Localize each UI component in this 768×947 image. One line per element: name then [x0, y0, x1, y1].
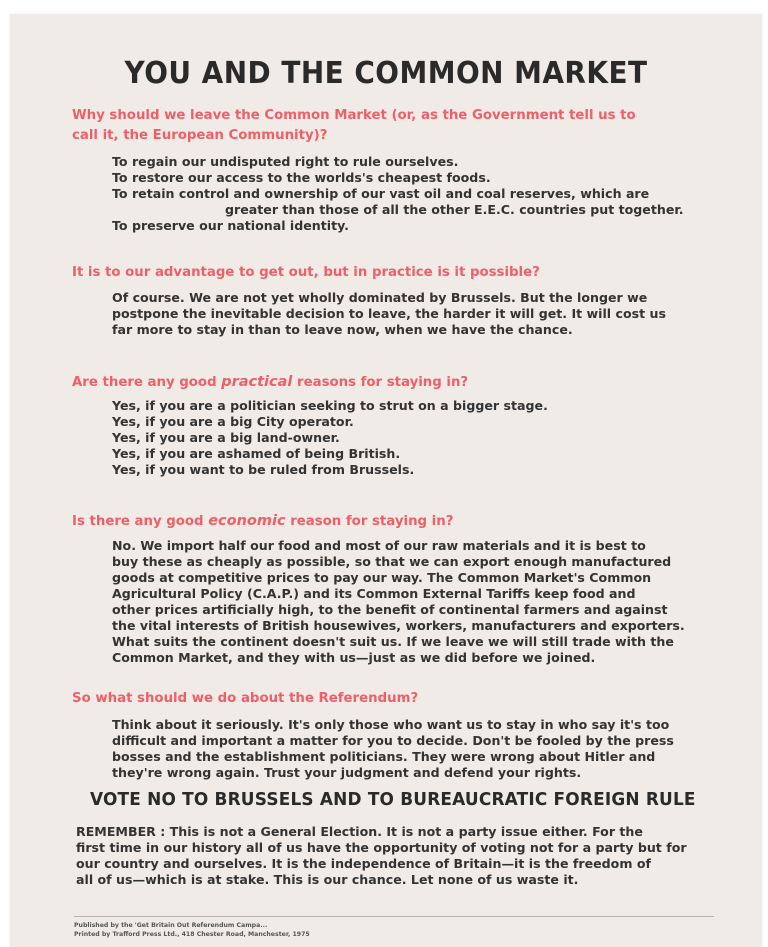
- answer-line: bosses and the establishment politicians. They were wrong about Hitler and: [112, 749, 656, 764]
- answer-line: To preserve our national identity.: [112, 218, 349, 233]
- answer-economic: [112, 538, 712, 666]
- answer-leave: [112, 154, 712, 234]
- answer-line: goods at competitive prices to pay our way. The Common Market's Common: [112, 570, 652, 585]
- question-leave-line-1: Why should we leave the Common Market (or, as the Government tell us to: [72, 108, 636, 123]
- answer-line: Agricultural Policy (C.A.P.) and its Common External Tariffs keep food and: [112, 586, 636, 601]
- answer-line: Yes, if you are ashamed of being British.: [112, 446, 401, 461]
- imprint-published: Published by the 'Get Britain Out Referendum Campa...: [74, 922, 268, 929]
- answer-line: No. We import half our food and most of our raw materials and it is best to: [112, 538, 646, 553]
- question-practical-post: reasons for staying in?: [292, 375, 469, 390]
- remember-line: REMEMBER : This is not a General Election. It is not a party issue either. For the: [76, 824, 643, 839]
- answer-line: Yes, if you are a politician seeking to strut on a bigger stage.: [112, 398, 548, 413]
- imprint: [74, 921, 714, 939]
- remember-line: first time in our history all of us have the opportunity of voting not for a party but for: [76, 840, 687, 855]
- answer-line: Of course. We are not yet wholly dominated by Brussels. But the longer we: [112, 290, 648, 305]
- question-economic: [72, 511, 732, 532]
- question-leave-line-2: call it, the European Community)?: [72, 128, 328, 143]
- answer-line: other prices artificially high, to the benefit of continental farmers and against: [112, 602, 668, 617]
- leaflet-title: YOU AND THE COMMON MARKET: [124, 56, 648, 91]
- answer-line: To retain control and ownership of our vast oil and coal reserves, which are: [112, 186, 650, 201]
- question-leave: [72, 106, 732, 146]
- vote-heading: VOTE NO TO BRUSSELS AND TO BUREAUCRATIC FOREIGN RULE: [90, 789, 696, 810]
- answer-line: What suits the continent doesn't suit us. If we leave we will still trade with the: [112, 634, 674, 649]
- question-economic-pre: Is there any good: [72, 514, 209, 529]
- answer-line: Yes, if you are a big land-owner.: [112, 430, 340, 445]
- leaflet-page: [10, 14, 762, 947]
- question-practical-pre: Are there any good: [72, 375, 222, 390]
- footer-divider: [74, 916, 714, 917]
- answer-referendum: [112, 717, 712, 781]
- remember-line: all of us—which is at stake. This is our chance. Let none of us waste it.: [76, 872, 579, 887]
- answer-line: the vital interests of British housewives, workers, manufacturers and exporters.: [112, 618, 685, 633]
- answer-practical: [112, 398, 712, 478]
- answer-line: To restore our access to the worlds's cheapest foods.: [112, 170, 491, 185]
- question-practical-emphasis: practical: [221, 374, 293, 390]
- remember-paragraph: [76, 824, 716, 888]
- answer-line: Think about it seriously. It's only those who want us to stay in who say it's too: [112, 717, 670, 732]
- question-referendum: So what should we do about the Referendum?: [72, 691, 419, 706]
- answer-line: Yes, if you are a big City operator.: [112, 414, 354, 429]
- answer-possible: [112, 290, 712, 338]
- question-possible: It is to our advantage to get out, but in practice is it possible?: [72, 265, 540, 280]
- answer-line: greater than those of all the other E.E.C. countries put together.: [225, 202, 684, 217]
- answer-line: To regain our undisputed right to rule ourselves.: [112, 154, 459, 169]
- question-practical: [72, 372, 732, 393]
- question-economic-post: reason for staying in?: [285, 514, 454, 529]
- answer-line: they're wrong again. Trust your judgment and defend your rights.: [112, 765, 582, 780]
- answer-line: far more to stay in than to leave now, when we have the chance.: [112, 322, 573, 337]
- imprint-printed: Printed by Trafford Press Ltd., 418 Chester Road, Manchester, 1975: [74, 931, 310, 938]
- answer-line: Common Market, and they with us—just as we did before we joined.: [112, 650, 596, 665]
- remember-line: our country and ourselves. It is the independence of Britain—it is the freedom of: [76, 856, 651, 871]
- answer-line: postpone the inevitable decision to leave, the harder it will get. It will cost us: [112, 306, 666, 321]
- question-economic-emphasis: economic: [208, 513, 286, 529]
- answer-line: Yes, if you want to be ruled from Brussels.: [112, 462, 415, 477]
- answer-line: difficult and important a matter for you to decide. Don't be fooled by the press: [112, 733, 674, 748]
- answer-line: buy these as cheaply as possible, so that we can export enough manufactured: [112, 554, 672, 569]
